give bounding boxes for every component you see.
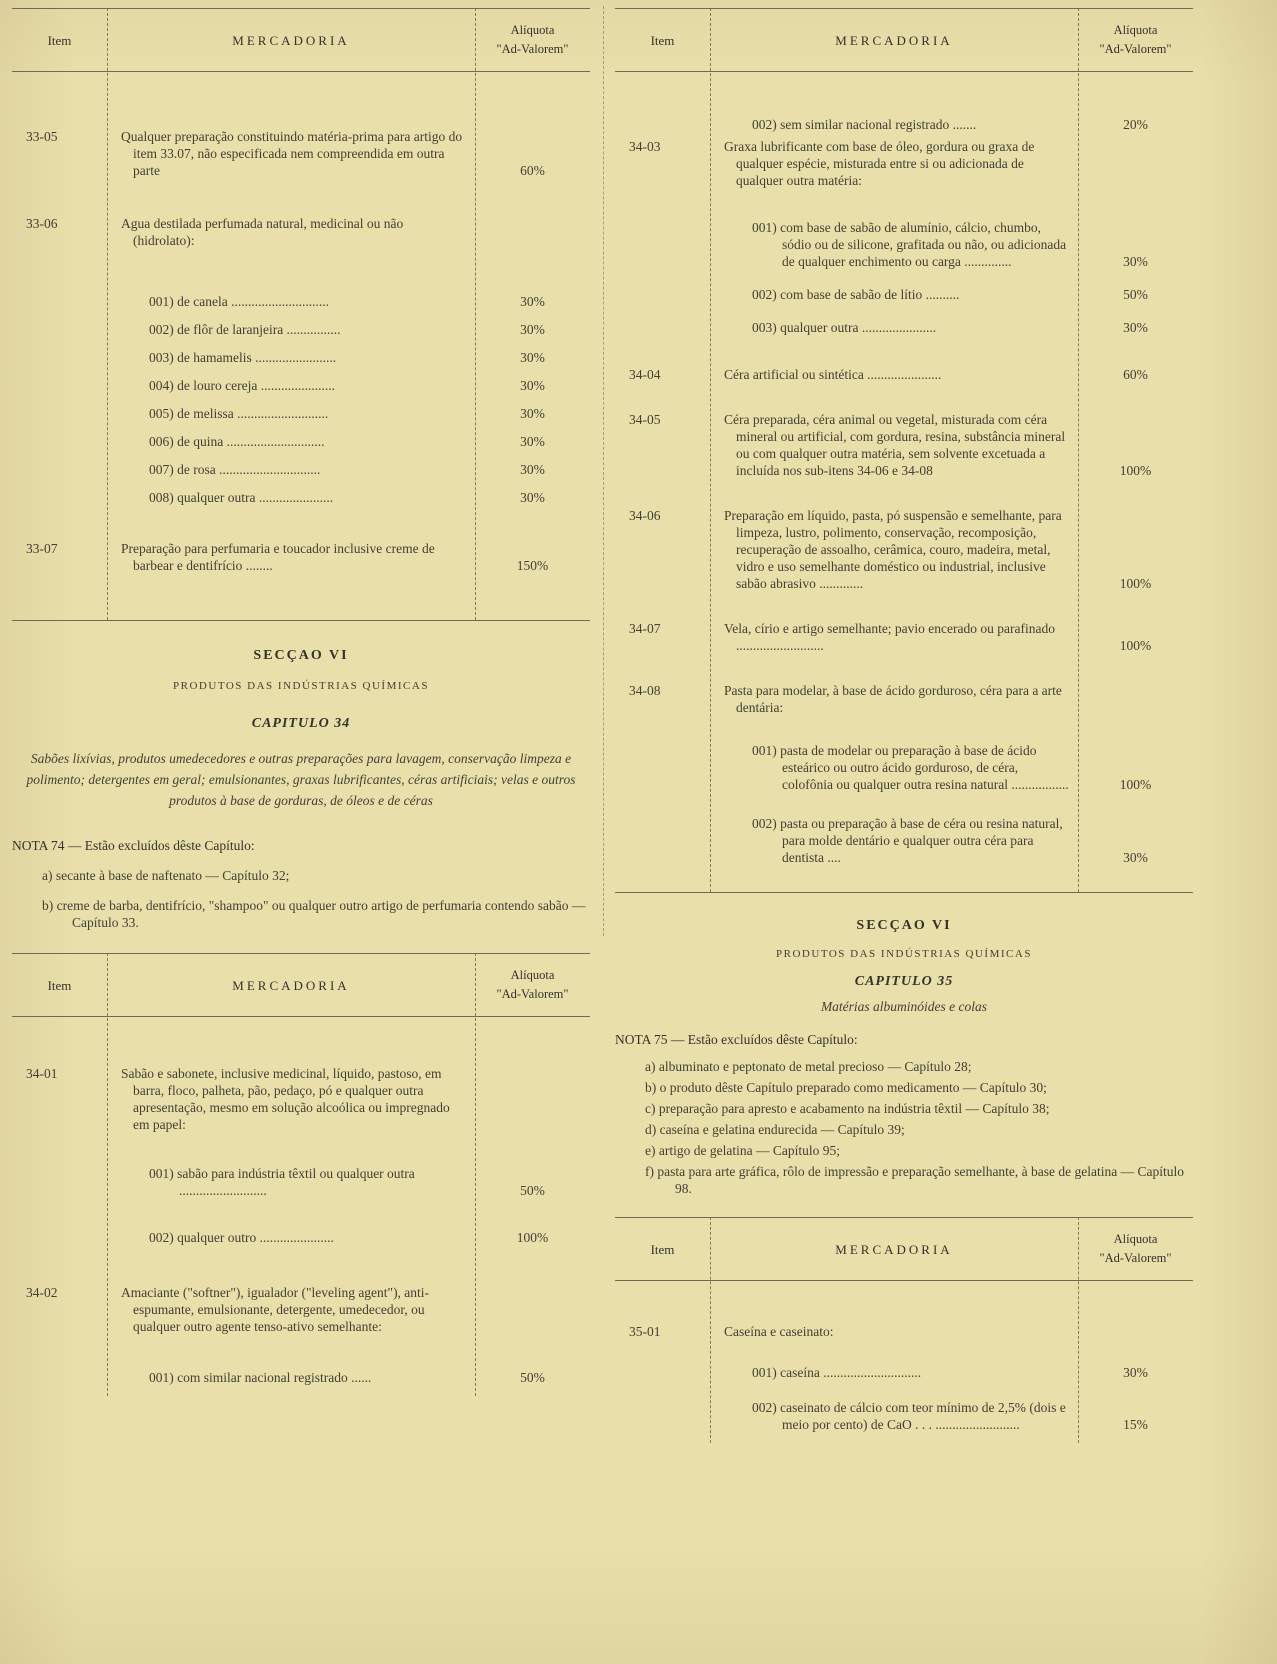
item-description: 002) qualquer outro ...................... [149, 1230, 334, 1245]
advalorem-rate: 100% [1119, 638, 1152, 653]
subitem-row [12, 1165, 590, 1199]
advalorem-rate: 30% [1123, 850, 1148, 865]
advalorem-rate: 30% [520, 490, 545, 505]
item-code: 34-07 [629, 621, 661, 636]
item-description: Amaciante ("softner"), igualador ("leveling agent"), anti-espumante, emulsionante, detergente, umedecedor, ou qualquer outro agente tenso-ativo semelhante: [121, 1285, 430, 1334]
item-code [615, 1364, 710, 1381]
subitem-row [12, 293, 590, 310]
item-description: 001) de canela ............................. [149, 294, 329, 309]
chapter-subtitle: Matérias albuminóides e colas [820, 999, 988, 1014]
row-33-06 [12, 215, 590, 249]
nota-title: NOTA 75 — Estão excluídos dêste Capítulo: [615, 1032, 858, 1047]
row-34-08 [615, 682, 1193, 716]
row-33-05 [12, 128, 590, 179]
table-vline [107, 8, 108, 620]
subitem-row [615, 319, 1193, 336]
item-code [12, 293, 107, 310]
section-title: SECÇAO VI [856, 918, 952, 933]
item-code: 34-05 [629, 412, 661, 427]
chapter-title: CAPITULO 35 [854, 974, 954, 989]
advalorem-rate: 100% [1119, 576, 1152, 591]
tariff-table-ch33 [12, 8, 590, 621]
item-description: 008) qualquer outra ...................... [149, 490, 334, 505]
section-subtitle: PRODUTOS DAS INDÚSTRIAS QUÍMICAS [776, 948, 1032, 960]
item-description: 001) sabão para indústria têxtil ou qualquer outra .......................... [149, 1166, 415, 1198]
advalorem-rate: 30% [1123, 1365, 1148, 1380]
aliquota-line2: "Ad-Valorem" [1099, 42, 1172, 56]
item-code [12, 489, 107, 506]
chapter-title: CAPITULO 34 [251, 716, 351, 731]
col-header-item: Item [47, 32, 72, 48]
advalorem-rate: 30% [520, 434, 545, 449]
subitem-row [12, 489, 590, 506]
tariff-table-ch34-left [12, 953, 590, 1396]
table-vline [710, 8, 711, 892]
advalorem-rate: 100% [1119, 463, 1152, 478]
item-code: 34-06 [629, 508, 661, 523]
col-header-mercadoria: MERCADORIA [232, 32, 350, 48]
advalorem-rate: 100% [1119, 777, 1152, 792]
section-title: SECÇAO VI [253, 648, 349, 663]
row-34-05 [615, 411, 1193, 479]
item-description: 002) caseinato de cálcio com teor mínimo de 2,5% (dois e meio por cento) de CaO . . . ......................... [752, 1400, 1066, 1432]
table-vline [475, 8, 476, 620]
tariff-table-ch35 [615, 1217, 1193, 1443]
advalorem-rate: 150% [516, 558, 549, 573]
nota-item: c) preparação para apresto e acabamento na indústria têxtil — Capítulo 38; [645, 1101, 1050, 1116]
nota-item: d) caseína e gelatina endurecida — Capítulo 39; [645, 1122, 905, 1137]
tariff-table-ch34-right [615, 8, 1193, 893]
table-vline [1078, 1217, 1079, 1443]
table-vline [107, 953, 108, 1396]
item-code [615, 116, 710, 133]
row-35-01 [615, 1323, 1193, 1340]
item-description: Céra artificial ou sintética ...................... [724, 367, 942, 382]
item-description: Pasta para modelar, à base de ácido gorduroso, céra para a arte dentária: [724, 683, 1062, 715]
item-code: 33-07 [26, 541, 58, 556]
aliquota-line2: "Ad-Valorem" [496, 987, 569, 1001]
advalorem-rate: 60% [1123, 367, 1148, 382]
advalorem-rate: 30% [520, 406, 545, 421]
item-description: Sabão e sabonete, inclusive medicinal, líquido, pastoso, em barra, floco, palheta, pão, pedaço, pó e qualquer outra apresentação, mesmo em solução alcoólica ou impregnado em papel: [121, 1066, 450, 1132]
col-header-mercadoria: MERCADORIA [835, 1241, 953, 1257]
item-description: 003) de hamamelis ........................ [149, 350, 337, 365]
item-description: Céra preparada, céra animal ou vegetal, misturada com céra mineral ou artificial, com gordura, resina, substância mineral ou com qualquer outra matéria, sem solvente excetuada a incluída nos sub-itens 34-06 e 34-08 [724, 412, 1066, 478]
item-code [12, 321, 107, 338]
section-vi-ch35 [615, 917, 1193, 1015]
item-description: 002) com base de sabão de lítio .......... [752, 287, 960, 302]
nota-item: b) creme de barba, dentifrício, "shampoo" ou qualquer outro artigo de perfumaria contendo sabão — Capítulo 33. [42, 898, 586, 930]
item-code [615, 742, 710, 793]
nota-item: e) artigo de gelatina — Capítulo 95; [645, 1143, 840, 1158]
item-code [12, 1165, 107, 1199]
row-34-04 [615, 366, 1193, 383]
subitem-row [615, 1399, 1193, 1433]
advalorem-rate: 50% [1123, 287, 1148, 302]
advalorem-rate: 30% [520, 294, 545, 309]
item-description: 002) de flôr de laranjeira ................ [149, 322, 341, 337]
row-34-06 [615, 507, 1193, 592]
item-code [12, 433, 107, 450]
left-column [12, 8, 590, 1443]
table-header [12, 8, 590, 72]
col-header-item: Item [650, 32, 675, 48]
item-description: Preparação para perfumaria e toucador inclusive creme de barbear e dentifrício ........ [121, 541, 435, 573]
item-code: 34-02 [26, 1285, 58, 1300]
subitem-row [615, 742, 1193, 793]
col-header-aliquota [475, 21, 590, 59]
item-description: 001) com similar nacional registrado ...... [149, 1370, 372, 1385]
subitem-row [12, 377, 590, 394]
col-header-aliquota [1078, 21, 1193, 59]
item-description: 001) pasta de modelar ou preparação à base de ácido esteárico ou outro ácido gorduroso, de céra, colofônia ou qualquer outra resina natural ................. [752, 743, 1069, 792]
item-description: Graxa lubrificante com base de óleo, gordura ou graxa de qualquer espécie, misturada entre si ou adicionada de qualquer outra matéria: [724, 139, 1035, 188]
subitem-row [12, 405, 590, 422]
advalorem-rate: 100% [516, 1230, 549, 1245]
item-description: 004) de louro cereja ...................... [149, 378, 335, 393]
nota-item: b) o produto dêste Capítulo preparado como medicamento — Capítulo 30; [645, 1080, 1047, 1095]
section-subtitle: PRODUTOS DAS INDÚSTRIAS QUÍMICAS [173, 680, 429, 692]
item-code [12, 1369, 107, 1386]
item-code: 35-01 [629, 1324, 661, 1339]
row-33-07 [12, 540, 590, 574]
item-code: 33-06 [26, 216, 58, 231]
item-description: Caseína e caseinato: [724, 1324, 834, 1339]
nota-item: f) pasta para arte gráfica, rôlo de impressão e preparação semelhante, à base de gelatina — Capítulo 98. [645, 1164, 1184, 1196]
subitem-row [12, 1369, 590, 1386]
advalorem-rate: 20% [1123, 117, 1148, 132]
nota-title: NOTA 74 — Estão excluídos dêste Capítulo: [12, 838, 255, 853]
aliquota-line2: "Ad-Valorem" [1099, 1251, 1172, 1265]
section-vi-ch34 [12, 647, 590, 811]
item-description: 007) de rosa .............................. [149, 462, 321, 477]
row-34-01 [12, 1065, 590, 1133]
item-description: 006) de quina ............................. [149, 434, 325, 449]
item-code [12, 349, 107, 366]
table-header [615, 1217, 1193, 1281]
subitem-row [12, 321, 590, 338]
advalorem-rate: 50% [520, 1183, 545, 1198]
subitem-row [12, 461, 590, 478]
column-divider-line [603, 6, 604, 936]
table-vline [1078, 8, 1079, 892]
item-description: 001) caseína ............................. [752, 1365, 922, 1380]
aliquota-line1: Alíquota [510, 968, 555, 982]
col-header-aliquota [475, 966, 590, 1004]
table-header [615, 8, 1193, 72]
aliquota-line1: Alíquota [510, 23, 555, 37]
item-code: 34-03 [629, 139, 661, 154]
aliquota-line1: Alíquota [1113, 1232, 1158, 1246]
aliquota-line1: Alíquota [1113, 23, 1158, 37]
subitem-row [615, 286, 1193, 303]
item-description: Vela, círio e artigo semelhante; pavio encerado ou parafinado .......................... [724, 621, 1055, 653]
advalorem-rate: 30% [1123, 254, 1148, 269]
advalorem-rate: 30% [520, 378, 545, 393]
col-header-aliquota [1078, 1230, 1193, 1268]
advalorem-rate: 15% [1123, 1417, 1148, 1432]
item-description: Qualquer preparação constituindo matéria-prima para artigo do item 33.07, não especificada nem compreendida em outra parte [121, 129, 463, 178]
item-code: 33-05 [26, 129, 58, 144]
item-description: 005) de melissa ........................... [149, 406, 329, 421]
col-header-item: Item [650, 1241, 675, 1257]
item-description: 003) qualquer outra ...................... [752, 320, 937, 335]
right-column [615, 8, 1193, 1443]
item-description: 002) sem similar nacional registrado ....... [752, 117, 977, 132]
item-code: 34-01 [26, 1066, 58, 1081]
col-header-item: Item [47, 977, 72, 993]
item-code: 34-04 [629, 367, 661, 382]
table-vline [475, 953, 476, 1396]
subitem-row [12, 1229, 590, 1246]
nota-item: a) secante à base de naftenato — Capítulo 32; [42, 868, 290, 883]
subitem-row [12, 349, 590, 366]
col-header-mercadoria: MERCADORIA [232, 977, 350, 993]
item-description: Preparação em líquido, pasta, pó suspensão e semelhante, para limpeza, lustro, polimento, conservação, recomposição, recuperação de assoalho, cerâmica, couro, madeira, metal, vidro e uso semelhante doméstico ou industrial, inclusive sabão abrasivo ............. [724, 508, 1062, 591]
advalorem-rate: 30% [520, 462, 545, 477]
advalorem-rate: 30% [520, 322, 545, 337]
item-code [12, 1229, 107, 1246]
advalorem-rate: 30% [1123, 320, 1148, 335]
item-code [12, 405, 107, 422]
nota-item: a) albuminato e peptonato de metal precioso — Capítulo 28; [645, 1059, 972, 1074]
item-code [615, 286, 710, 303]
table-vline [710, 1217, 711, 1443]
col-header-mercadoria: MERCADORIA [835, 32, 953, 48]
chapter-description: Sabões lixívias, produtos umedecedores e outras preparações para lavagem, conservação limpeza e polimento; detergentes em geral; emulsionantes, graxas lubrificantes, céras artificiais; velas e outros produtos à base de gorduras, de óleos e de céras [26, 751, 576, 808]
nota-74 [12, 837, 590, 931]
row-34-02 [12, 1284, 590, 1335]
table-header [12, 953, 590, 1017]
subitem-row [615, 116, 1193, 133]
subitem-row [615, 219, 1193, 270]
item-description: 001) com base de sabão de alumínio, cálcio, chumbo, sódio ou de silicone, grafitada ou não, ou adicionada de qualquer enchimento ou carga .............. [752, 220, 1067, 269]
item-code [12, 377, 107, 394]
row-34-03 [615, 138, 1193, 189]
subitem-row [615, 1364, 1193, 1381]
item-code [12, 461, 107, 478]
nota-75 [615, 1031, 1193, 1197]
advalorem-rate: 60% [520, 163, 545, 178]
row-34-07 [615, 620, 1193, 654]
advalorem-rate: 30% [520, 350, 545, 365]
item-code [615, 815, 710, 866]
item-code: 34-08 [629, 683, 661, 698]
item-description: Agua destilada perfumada natural, medicinal ou não (hidrolato): [121, 216, 404, 248]
item-description: 002) pasta ou preparação à base de céra ou resina natural, para molde dentário e qualquer outra céra para dentista .... [752, 816, 1063, 865]
item-code [615, 319, 710, 336]
item-code [615, 1399, 710, 1433]
subitem-row [615, 815, 1193, 866]
aliquota-line2: "Ad-Valorem" [496, 42, 569, 56]
advalorem-rate: 50% [520, 1370, 545, 1385]
item-code [615, 219, 710, 270]
subitem-row [12, 433, 590, 450]
